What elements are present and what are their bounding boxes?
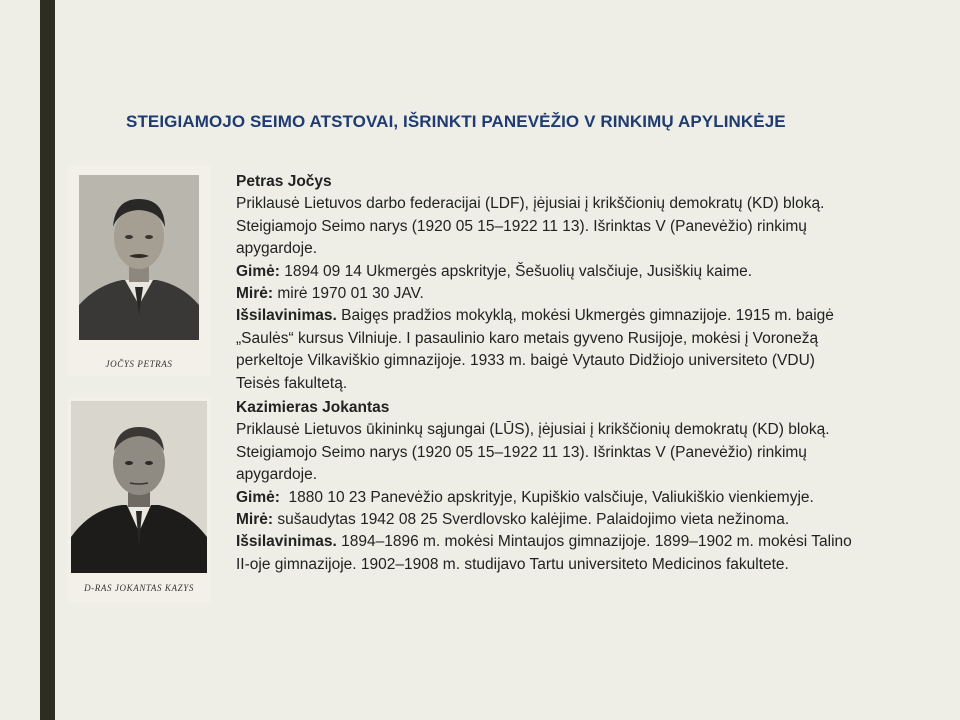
born-text: 1894 09 14 Ukmergės apskrityje, Šešuolių valsčiuje, Jusiškių kaime. [279, 262, 753, 280]
education-line: II-oje gimnazijoje. 1902–1908 m. studijavo Tartu universiteto Medicinos fakultete. [236, 555, 789, 573]
education-line: Teisės fakultetą. [236, 374, 348, 392]
born-label: Gimė: [236, 488, 280, 506]
affiliation-line: Priklausė Lietuvos darbo federacijai (LDF), įėjusiai į krikščionių demokratų (KD) bloką. [236, 195, 825, 213]
portrait-photo-jocys [67, 165, 211, 376]
slide-title: STEIGIAMOJO SEIMO ATSTOVAI, IŠRINKTI PANEVĖŽIO V RINKIMŲ APYLINKĖJE [126, 112, 786, 131]
education-line [236, 531, 946, 553]
affiliation-line: apygardoje. [236, 466, 318, 484]
died-text: sušaudytas 1942 08 25 Sverdlovsko kalėjime. Palaidojimo vieta nežinoma. [273, 511, 790, 529]
portrait-image [67, 165, 211, 376]
education-line [236, 305, 946, 327]
affiliation-line: Priklausė Lietuvos ūkininkų sąjungai (LŪS), įėjusiai į krikščionių demokratų (KD) bloką. [236, 421, 830, 439]
education-text: Baigęs pradžios mokyklą, mokėsi Ukmergės gimnazijoje. 1915 m. baigė [336, 307, 834, 325]
died-label: Mirė: [236, 285, 274, 303]
born-text: 1880 10 23 Panevėžio apskrityje, Kupiškio valsčiuje, Valiukiškio vienkiemyje. [279, 488, 814, 506]
photo-caption-jokantas: D-RAS JOKANTAS KAZYS [84, 583, 194, 593]
bio-jokantas [236, 397, 946, 576]
born-line [236, 487, 946, 509]
died-label: Mirė: [236, 511, 274, 529]
portrait-image [67, 397, 211, 603]
left-accent-bar [40, 0, 55, 720]
died-line [236, 509, 946, 531]
education-line: „Saulės“ kursus Vilniuje. I pasaulinio karo metais gyveno Rusijoje, mokėsi į Voronežą [236, 329, 819, 347]
died-line [236, 283, 946, 305]
affiliation-line: Steigiamojo Seimo narys (1920 05 15–1922 11 13). Išrinktas V (Panevėžio) rinkimų [236, 217, 807, 235]
education-line: perkeltoje Vilkaviškio gimnazijoje. 1933 m. baigė Vytauto Didžiojo universiteto (VDU) [236, 352, 815, 370]
died-text: mirė 1970 01 30 JAV. [273, 285, 424, 303]
person-name: Petras Jočys [236, 173, 332, 190]
education-text: 1894–1896 m. mokėsi Mintaujos gimnazijoje. 1899–1902 m. mokėsi Talino [336, 533, 852, 551]
photo-caption-jocys: JOČYS PETRAS [105, 359, 173, 369]
education-label: Išsilavinimas. [236, 307, 337, 325]
education-label: Išsilavinimas. [236, 533, 337, 551]
person-name: Kazimieras Jokantas [236, 399, 390, 416]
affiliation-line: Steigiamojo Seimo narys (1920 05 15–1922 11 13). Išrinktas V (Panevėžio) rinkimų [236, 443, 807, 461]
born-line [236, 261, 946, 283]
affiliation-line: apygardoje. [236, 240, 318, 258]
bio-jocys [236, 171, 946, 395]
born-label: Gimė: [236, 262, 280, 280]
portrait-photo-jokantas [67, 397, 211, 603]
